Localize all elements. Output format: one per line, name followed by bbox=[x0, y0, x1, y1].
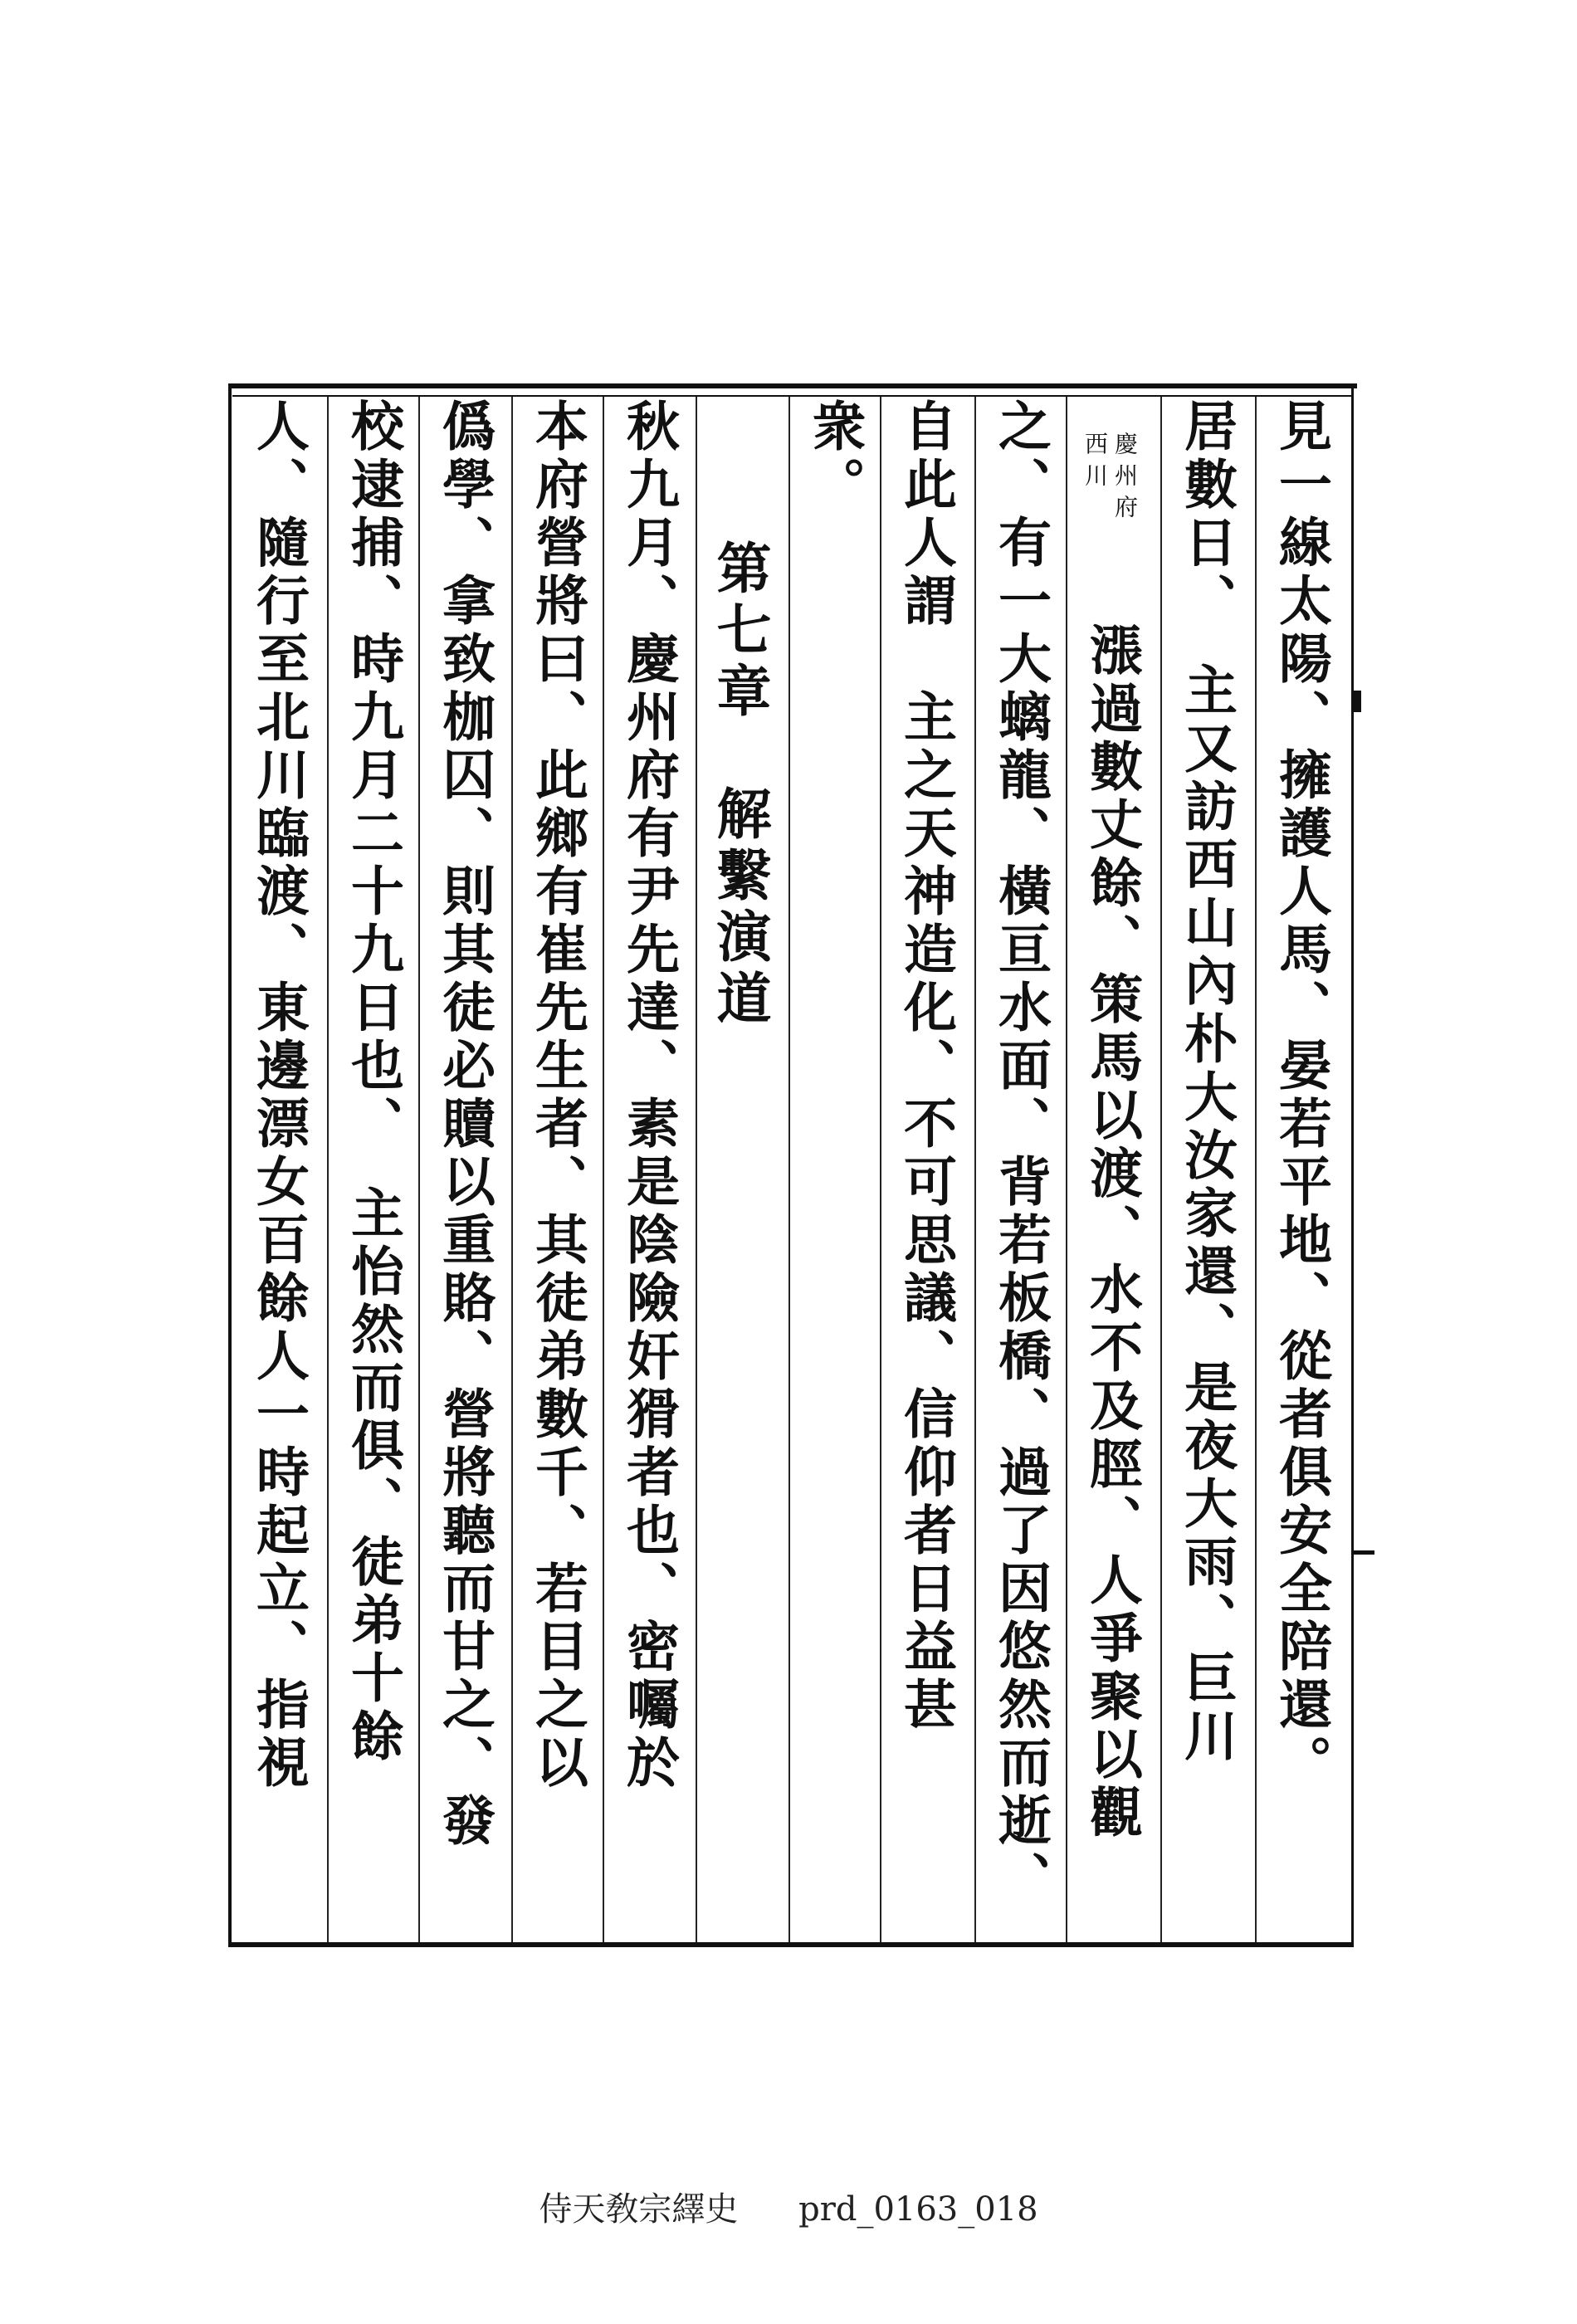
frame-top-inner-rule bbox=[232, 395, 1353, 397]
column-rule bbox=[511, 397, 513, 1942]
text-column-1: 見一線太陽、擁護人馬、晏若平地、從者俱安全陪還。 bbox=[1270, 398, 1332, 1793]
text-column-11: 校逮捕、時九月二十九日也、 主怡然而俱、徒弟十餘 bbox=[342, 398, 404, 1766]
text-column-3: 漲過數丈餘、策馬以渡、水不及脛、人爭聚以觀 bbox=[1081, 622, 1143, 1843]
column-rule bbox=[880, 397, 881, 1942]
text-column-9: 本府營將曰、此鄉有崔先生者、其徒弟數千、若目之以 bbox=[526, 398, 588, 1793]
page-identifier: prd_0163_018 bbox=[798, 2190, 1038, 2229]
frame-left-rule bbox=[228, 383, 232, 1947]
text-column-10: 僞學、拿致枷囚、則其徒必贖以重賂、營將聽而甘之、發 bbox=[433, 398, 496, 1851]
page-footer bbox=[0, 2183, 1577, 2230]
annotation-line-1: 慶州府 bbox=[1111, 432, 1139, 526]
frame-bottom-rule bbox=[228, 1942, 1353, 1947]
text-column-2: 居數日、 主又訪西山內朴大汝家還、是夜大雨、巨川 bbox=[1175, 398, 1238, 1766]
text-column-8: 秋九月、慶州府有尹先達、素是陰險奸猾者也、密囑於 bbox=[618, 398, 680, 1793]
column-rule bbox=[974, 397, 976, 1942]
text-column-12: 人、隨行至北川臨渡、東邊漂女百餘人一時起立、指視 bbox=[247, 398, 310, 1793]
chapter-heading: 第七章 解繫演道 bbox=[707, 540, 772, 1031]
edge-mark bbox=[1353, 691, 1361, 712]
column-rule bbox=[788, 397, 790, 1942]
text-column-6: 衆。 bbox=[803, 398, 866, 515]
frame-top-rule bbox=[228, 383, 1357, 388]
column-rule bbox=[1066, 397, 1067, 1942]
annotation-line-2: 西川 bbox=[1081, 432, 1109, 495]
frame-right-rule bbox=[1351, 383, 1354, 1947]
text-column-5: 自此人謂 主之天神造化、不可思議、信仰者日益甚 bbox=[895, 398, 957, 1735]
text-column-4: 之、有一大螭龍、橫亘水面、背若板橋、過了因悠然而逝、 bbox=[989, 398, 1052, 1909]
column-rule bbox=[418, 397, 420, 1942]
column-rule bbox=[1160, 397, 1162, 1942]
book-title: 侍天敎宗繹史 bbox=[539, 2190, 739, 2229]
column-rule bbox=[1255, 397, 1257, 1942]
edge-mark bbox=[1353, 1550, 1374, 1555]
column-rule bbox=[327, 397, 329, 1942]
column-rule bbox=[603, 397, 604, 1942]
column-rule bbox=[696, 397, 697, 1942]
